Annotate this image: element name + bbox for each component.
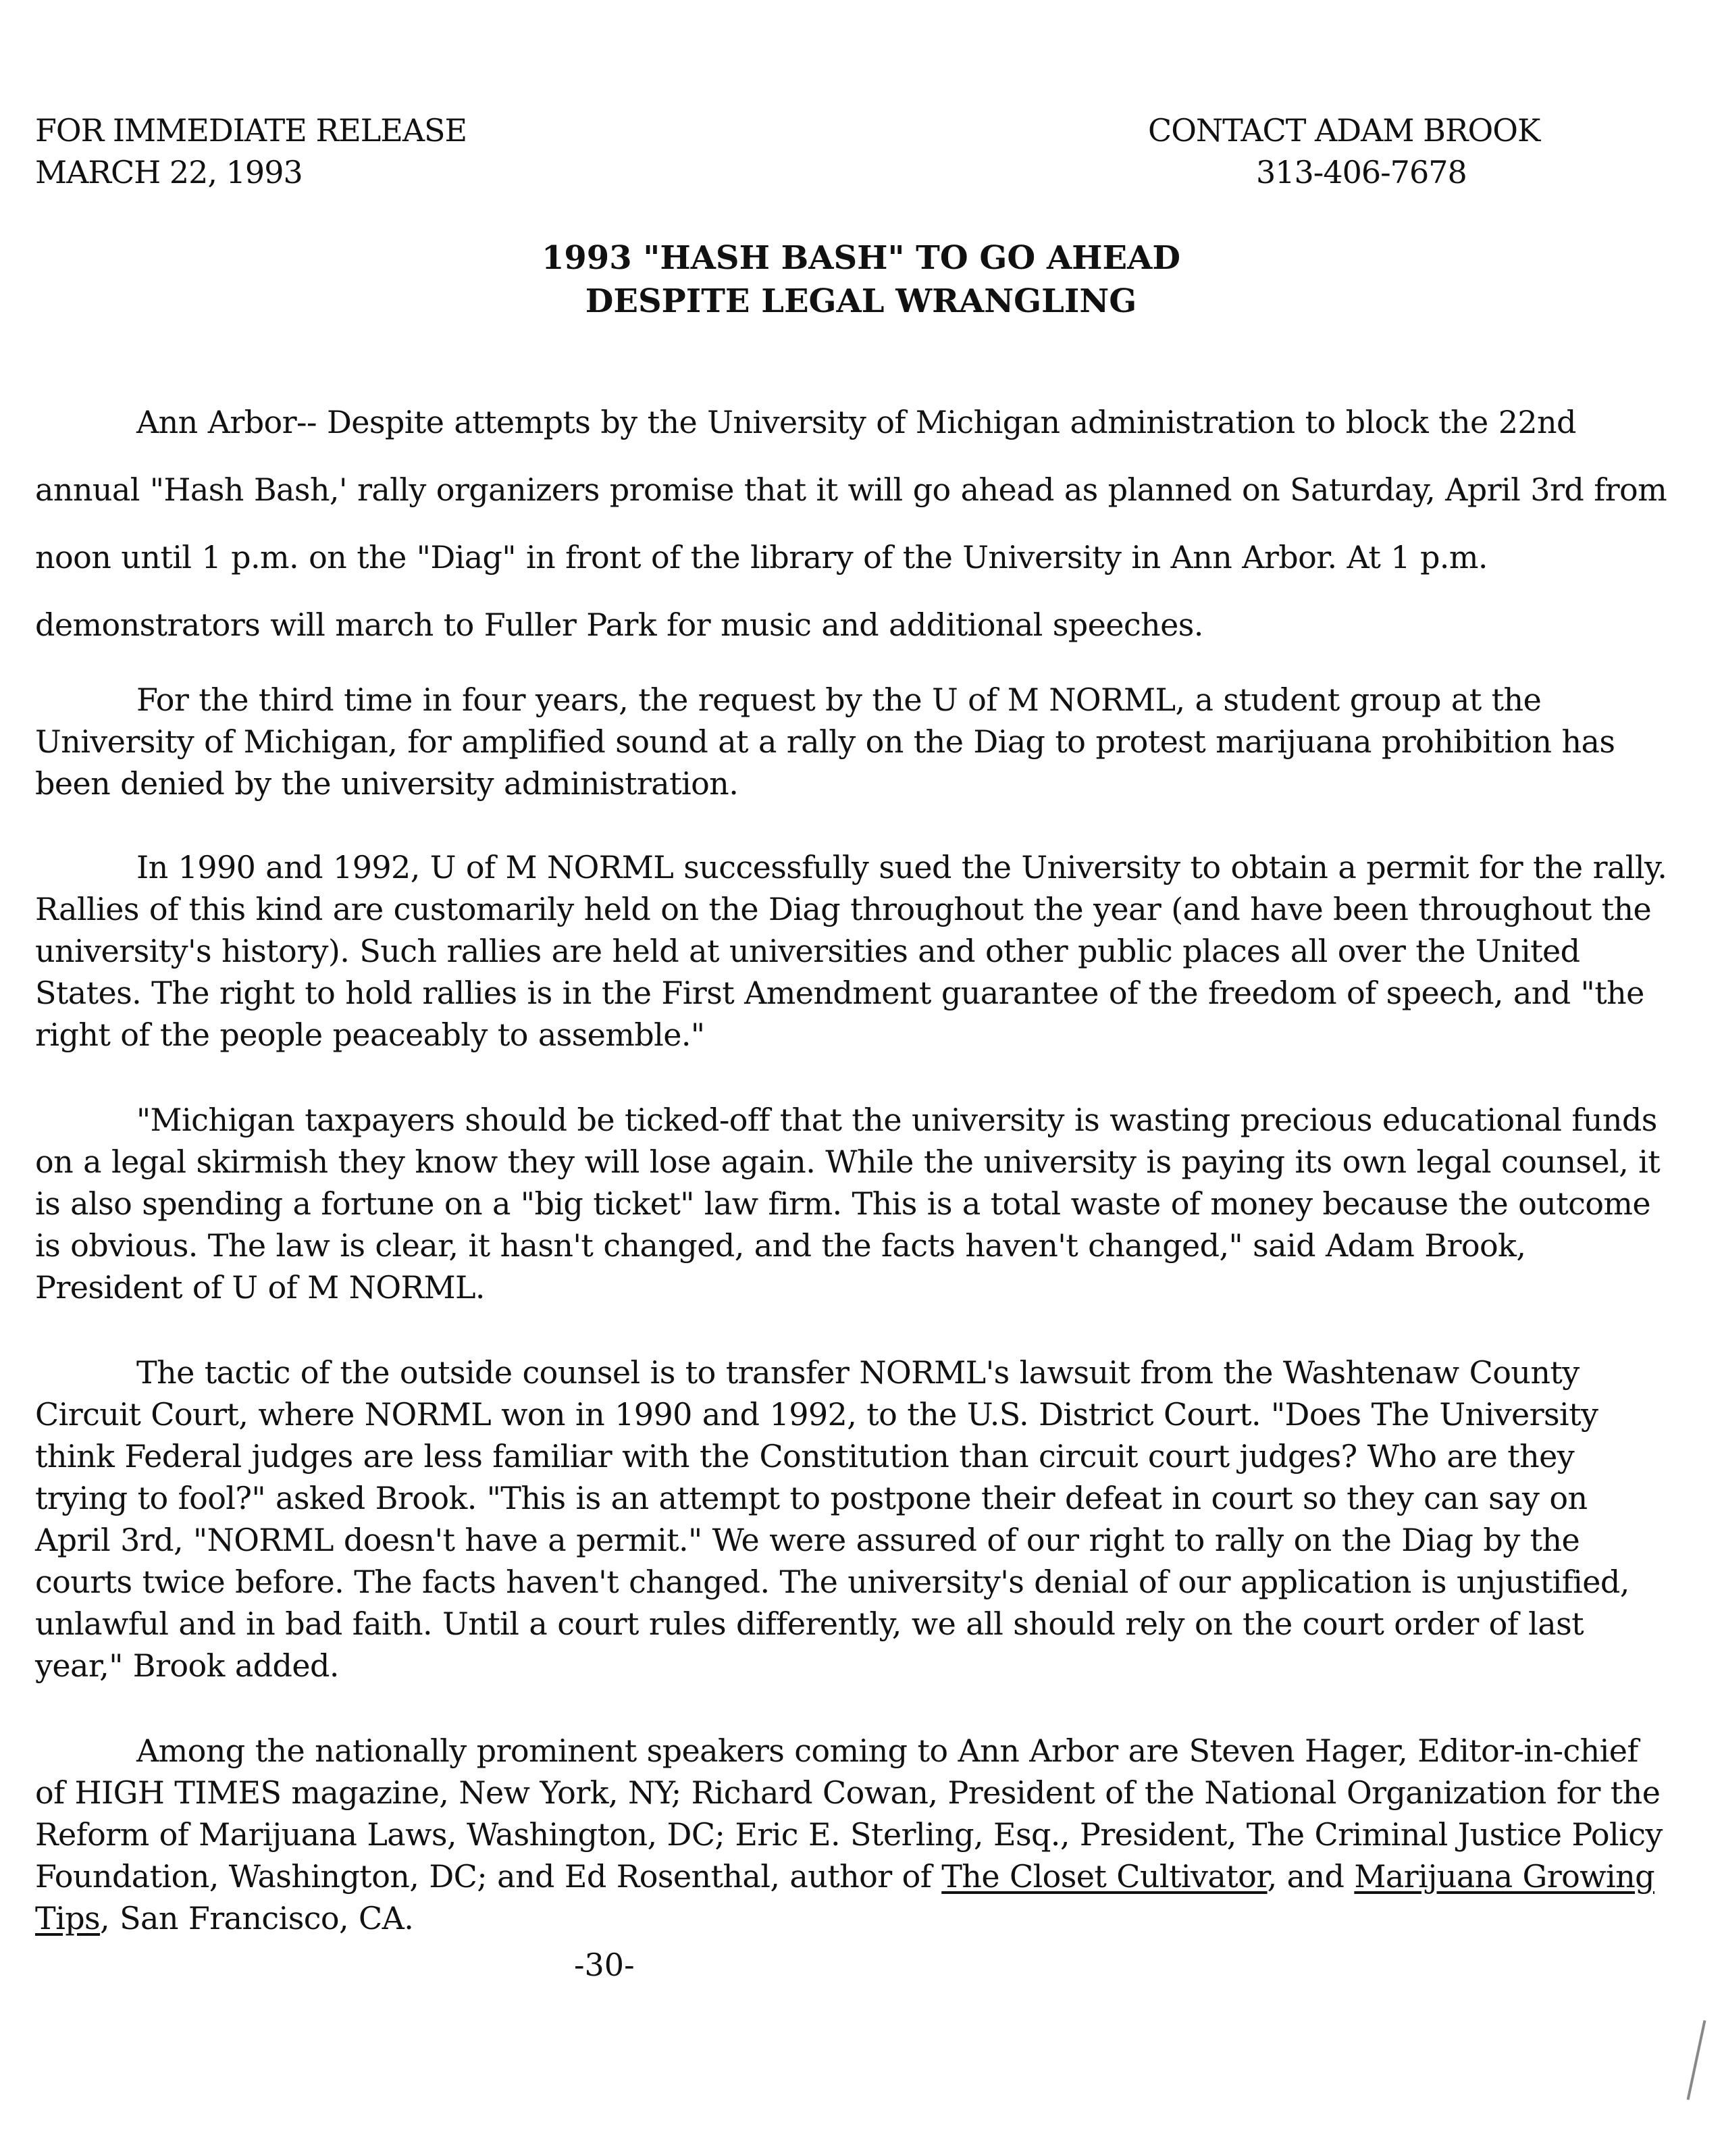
- end-mark: -30-: [574, 1947, 635, 1983]
- book-title-growing-tips: Marijuana Growing Tips: [35, 1858, 1654, 1936]
- paragraph-1: [35, 388, 1669, 659]
- paragraph-3: [35, 846, 1669, 1056]
- scan-artifact: [1687, 2020, 1706, 2100]
- headline-line-1: 1993 "HASH BASH" TO GO AHEAD: [542, 239, 1180, 277]
- paragraph-5: [35, 1352, 1669, 1687]
- paragraph-6-intro: Among the nationally prominent speakers coming to Ann Arbor are Steven Hager, Editor-in-chief of HIGH TIMES magazine, New York, NY; Richard Cowan, President of the National Organization for the Reform of Marijuana Laws, Washington, DC; Eric E. Sterling, Esq., President, The Criminal Justice Policy Foundation, Washington, DC; and Ed Rosenthal, author of: [35, 1732, 1663, 1895]
- paragraph-2-text: For the third time in four years, the request by the U of M NORML, a student group at the University of Michigan, for amplified sound at a rally on the Diag to protest marijuana prohibition has been denied by the university administration.: [35, 682, 1615, 802]
- release-info: [35, 109, 467, 193]
- paragraph-4: [35, 1099, 1669, 1308]
- book-title-closet-cultivator: The Closet Cultivator: [941, 1858, 1268, 1895]
- release-label: FOR IMMEDIATE RELEASE: [35, 112, 467, 149]
- paragraph-4-text: "Michigan taxpayers should be ticked-off that the university is wasting precious educational funds on a legal skirmish they know they will lose again. While the university is paying its own legal counsel, it is also spending a fortune on a "big ticket" law firm. This is a total waste of money because the outcome is obvious. The law is clear, it hasn't changed, and the facts haven't changed," said Adam Brook, President of U of M NORML.: [35, 1102, 1661, 1306]
- paragraph-6-outro: , San Francisco, CA.: [100, 1900, 414, 1936]
- paragraph-6-connector: , and: [1267, 1858, 1355, 1895]
- paragraph-6: [35, 1730, 1669, 1939]
- paragraph-2: [35, 679, 1669, 804]
- paragraph-5-text: The tactic of the outside counsel is to transfer NORML's lawsuit from the Washtenaw County Circuit Court, where NORML won in 1990 and 1992, to the U.S. District Court. "Does The University think Federal judges are less familiar with the Constitution than circuit court judges? Who are they trying to fool?" asked Brook. "This is an attempt to postpone their defeat in court so they can say on April 3rd, "NORML doesn't have a permit." We were assured of our right to rally on the Diag by the courts twice before. The facts haven't changed. The university's denial of our application is unjustified, unlawful and in bad faith. Until a court rules differently, we all should rely on the court order of last year," Brook added.: [35, 1354, 1629, 1684]
- contact-info: [1148, 109, 1540, 193]
- paragraph-1-text: Ann Arbor-- Despite attempts by the University of Michigan administration to block the 22nd annual "Hash Bash,' rally organizers promise that it will go ahead as planned on Saturday, April 3rd from noon until 1 p.m. on the "Diag" in front of the library of the University in Ann Arbor. At 1 p.m. demonstrators will march to Fuller Park for music and additional speeches.: [35, 404, 1667, 643]
- headline: [0, 236, 1722, 323]
- headline-line-2: DESPITE LEGAL WRANGLING: [585, 282, 1137, 320]
- contact-name: CONTACT ADAM BROOK: [1148, 112, 1540, 149]
- paragraph-3-text: In 1990 and 1992, U of M NORML successfully sued the University to obtain a permit for the rally. Rallies of this kind are customarily held on the Diag throughout the year (and have been throughout the university's history). Such rallies are held at universities and other public places all over the United States. The right to hold rallies is in the First Amendment guarantee of the freedom of speech, and "the right of the people peaceably to assemble.": [35, 849, 1667, 1053]
- release-date: MARCH 22, 1993: [35, 154, 303, 190]
- contact-phone: 313-406-7678: [1256, 154, 1467, 190]
- paragraph-6-text: [35, 1730, 1669, 1939]
